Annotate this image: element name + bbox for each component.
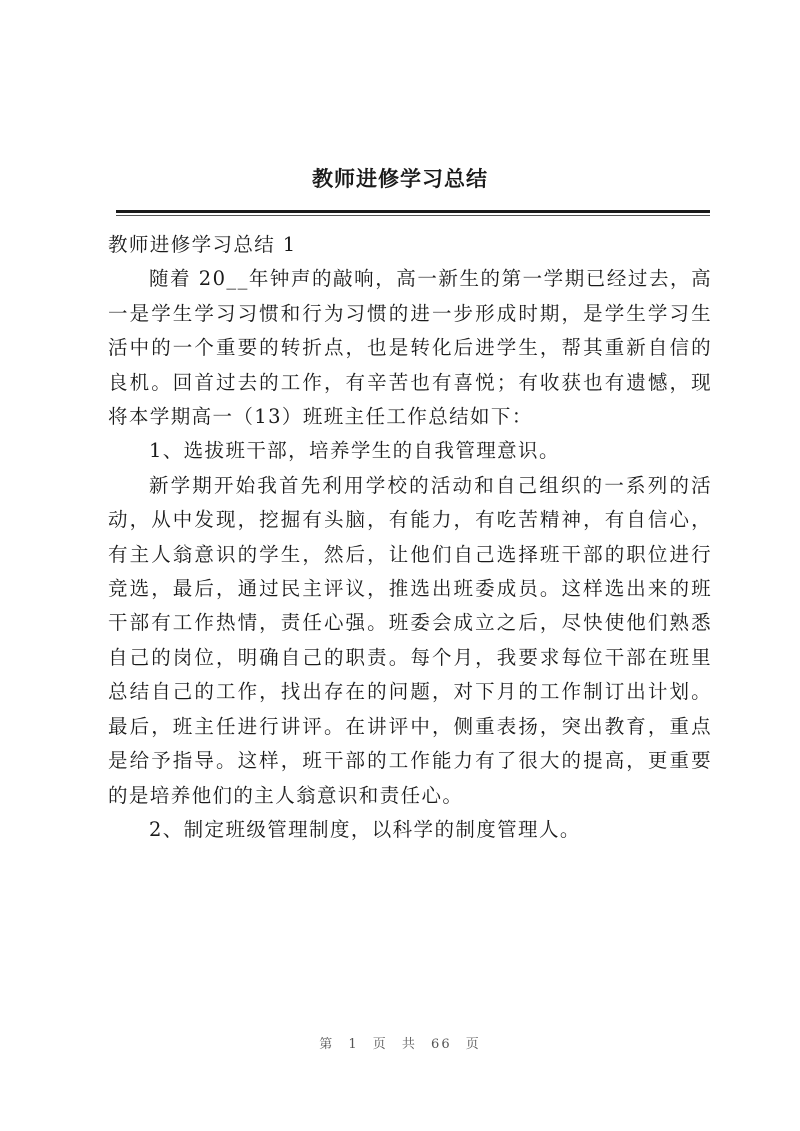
page-footer: 第 1 页 共 66 页 xyxy=(319,1037,481,1052)
paragraph-point-2-heading: 2、制定班级管理制度，以科学的制度管理人。 xyxy=(148,817,581,841)
page-title: 教师进修学习总结 xyxy=(312,166,488,191)
paragraph-point-1-body: 新学期开始我首先利用学校的活动和自己组织的一系列的活动，从中发现，挖掘有头脑，有能力，有吃苦精神，有自信心，有主人翁意识的学生，然后，让他们自己选择班干部的职位进行竞选，最后，通过民主评议，推选出班委成员。这样选出来的班干部有工作热情，责任心强。班委会成立之后，尽快使他们熟悉自己的岗位，明确自己的职责。每个月，我要求每位干部在班里总结自己的工作，找出存在的问题，对下月的工作制订出计划。最后，班主任进行讲评。在讲评中，侧重表扬，突出教育，重点是给予指导。这样，班干部的工作能力有了很大的提高，更重要的是培养他们的主人翁意识和责任心。 xyxy=(108,473,712,807)
paragraph-point-1-heading: 1、选拔班干部，培养学生的自我管理意识。 xyxy=(148,439,560,463)
paragraph-intro: 随着 20__年钟声的敲响，高一新生的第一学期已经过去，高一是学生学习习惯和行为习惯的进一步形成时期，是学生学习生活中的一个重要的转折点，也是转化后进学生，帮其重新自信的良机。回首过去的工作，有辛苦也有喜悦；有收获也有遗憾，现将本学期高一（13）班班主任工作总结如下： xyxy=(108,267,712,429)
title-divider xyxy=(116,210,710,213)
document-body xyxy=(108,228,712,847)
section-heading: 教师进修学习总结 1 xyxy=(108,233,297,256)
title-divider-thin xyxy=(116,215,710,216)
